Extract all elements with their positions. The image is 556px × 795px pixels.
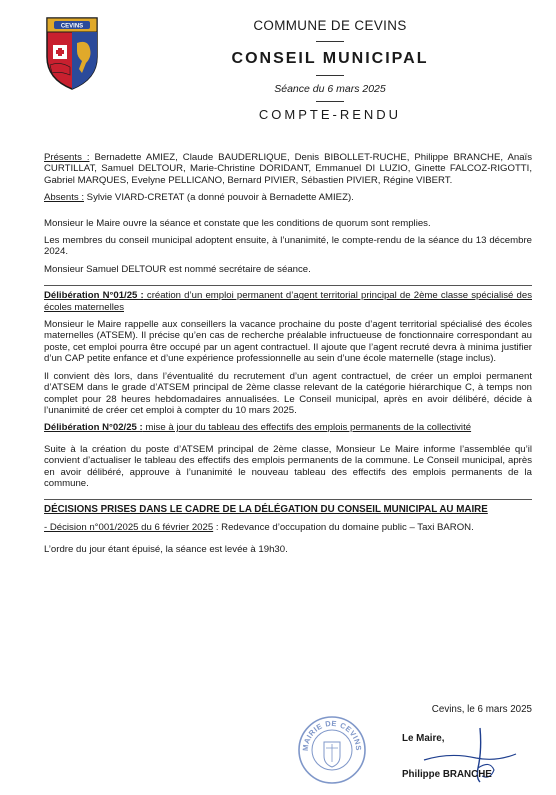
place-and-date: Cevins, le 6 mars 2025 bbox=[431, 704, 532, 715]
session-date: Séance du 6 mars 2025 bbox=[274, 83, 386, 95]
decision-item bbox=[44, 522, 532, 533]
stamp-text: MAIRIE DE CEVINS bbox=[300, 718, 364, 752]
mayor-title: Le Maire, bbox=[402, 733, 445, 744]
council-title: CONSEIL MUNICIPAL bbox=[231, 50, 429, 67]
decisions-title: DÉCISIONS PRISES DANS LE CADRE DE LA DÉLÉGATION DU CONSEIL MUNICIPAL AU MAIRE bbox=[44, 504, 488, 516]
commune-name: COMMUNE DE CEVINS bbox=[253, 18, 407, 33]
intro-paragraph: Les membres du conseil municipal adoptent ensuite, à l’unanimité, le compte-rendu de la séance du 13 décembre 2024. bbox=[44, 235, 532, 258]
present-label: Présents : bbox=[44, 152, 90, 163]
closing-statement: L’ordre du jour étant épuisé, la séance est levée à 19h30. bbox=[44, 544, 288, 556]
deliberation-subject: mise à jour du tableau des effectifs des emplois permanents de la collectivité bbox=[142, 422, 472, 434]
intro-paragraph: Monsieur Samuel DELTOUR est nommé secrétaire de séance. bbox=[44, 263, 311, 275]
absent-members bbox=[44, 192, 532, 203]
town-hall-stamp-icon bbox=[296, 714, 368, 786]
absent-label: Absents : bbox=[44, 192, 84, 204]
signature-block bbox=[0, 700, 556, 795]
deliberation-subject: création d’un emploi permanent d’agent territorial principal de 2ème classe spécialisé des écoles maternelles bbox=[44, 290, 532, 313]
section-divider bbox=[44, 499, 532, 500]
deliberation-paragraph: Monsieur le Maire rappelle aux conseillers la vacance prochaine du poste d’agent territorial spécialisé des écoles maternelles (ATSEM). Il précise qu’en cas de recherche préalable infructueuse de fonctionnaire correspondant au poste, cet emploi pourra être occupé par un agent contractuel. Il ajoute que l’agent recruté devra à minima justifier d’un CAP petite enfance et d’une expérience professionnelle au sein d’une école maternelle (stage inclus). bbox=[44, 319, 532, 365]
deliberation-number: Délibération N°01/25 : bbox=[44, 290, 144, 302]
decision-subject: : Redevance d’occupation du domaine public – Taxi BARON. bbox=[213, 521, 474, 533]
decision-reference: - Décision n°001/2025 du 6 février 2025 bbox=[44, 521, 214, 533]
document-body bbox=[44, 152, 532, 562]
deliberation-title bbox=[44, 290, 532, 313]
deliberation-paragraph: Suite à la création du poste d’ATSEM principal de 2ème classe, Monsieur Le Maire informe l’assemblée qu’il convient d’actualiser le tableau des effectifs des emplois permanents de la commune. Le Conseil municipal, après en avoir délibéré, approuve à l’unanimité le nouveau tableau des effectifs des emplois permanents de la commune. bbox=[44, 443, 532, 489]
absent-list: Sylvie VIARD-CRETAT (a donné pouvoir à Bernadette AMIEZ). bbox=[84, 192, 354, 204]
deliberation-paragraph: Il convient dès lors, dans l’éventualité du recrutement d’un agent contractuel, de créer un emploi permanent d’ATSEM dans le grade d’ATSEM principal de 2ème classe relevant de la catégorie hiérarchique C, à temps non complet pour 28 heures hebdomadaires annualisées. Le Conseil municipal, après en avoir délibéré, décide à l’unanimité de créer cet emploi à compter du 10 mars 2025. bbox=[44, 370, 532, 416]
title-divider bbox=[316, 41, 344, 42]
title-divider bbox=[316, 101, 344, 102]
crest-label: CEVINS bbox=[60, 23, 84, 30]
report-title: COMPTE-RENDU bbox=[258, 107, 402, 122]
title-divider bbox=[316, 75, 344, 76]
present-list: Bernadette AMIEZ, Claude BAUDERLIQUE, Denis BIBOLLET-RUCHE, Philippe BRANCHE, Anaïs CURTILLAT, Samuel DELTOUR, Marie-Christine DORIDANT, Emmanuel DI LUZIO, Ginette FALCOZ-RIGOTTI, Gabriel MARQUES, Evelyne PELLICANO, Bernard PIVIER, Sébastien PIVIER, Régine VIBERT. bbox=[44, 152, 532, 186]
deliberation-number: Délibération N°02/25 : bbox=[44, 422, 143, 434]
intro-paragraph: Monsieur le Maire ouvre la séance et constate que les conditions de quorum sont remplies. bbox=[44, 217, 431, 229]
section-divider bbox=[44, 285, 532, 286]
document-header bbox=[0, 0, 556, 140]
commune-crest-icon bbox=[44, 13, 100, 91]
mayor-name: Philippe BRANCHE bbox=[402, 769, 492, 780]
present-members bbox=[44, 152, 532, 186]
deliberation-title bbox=[44, 422, 532, 433]
